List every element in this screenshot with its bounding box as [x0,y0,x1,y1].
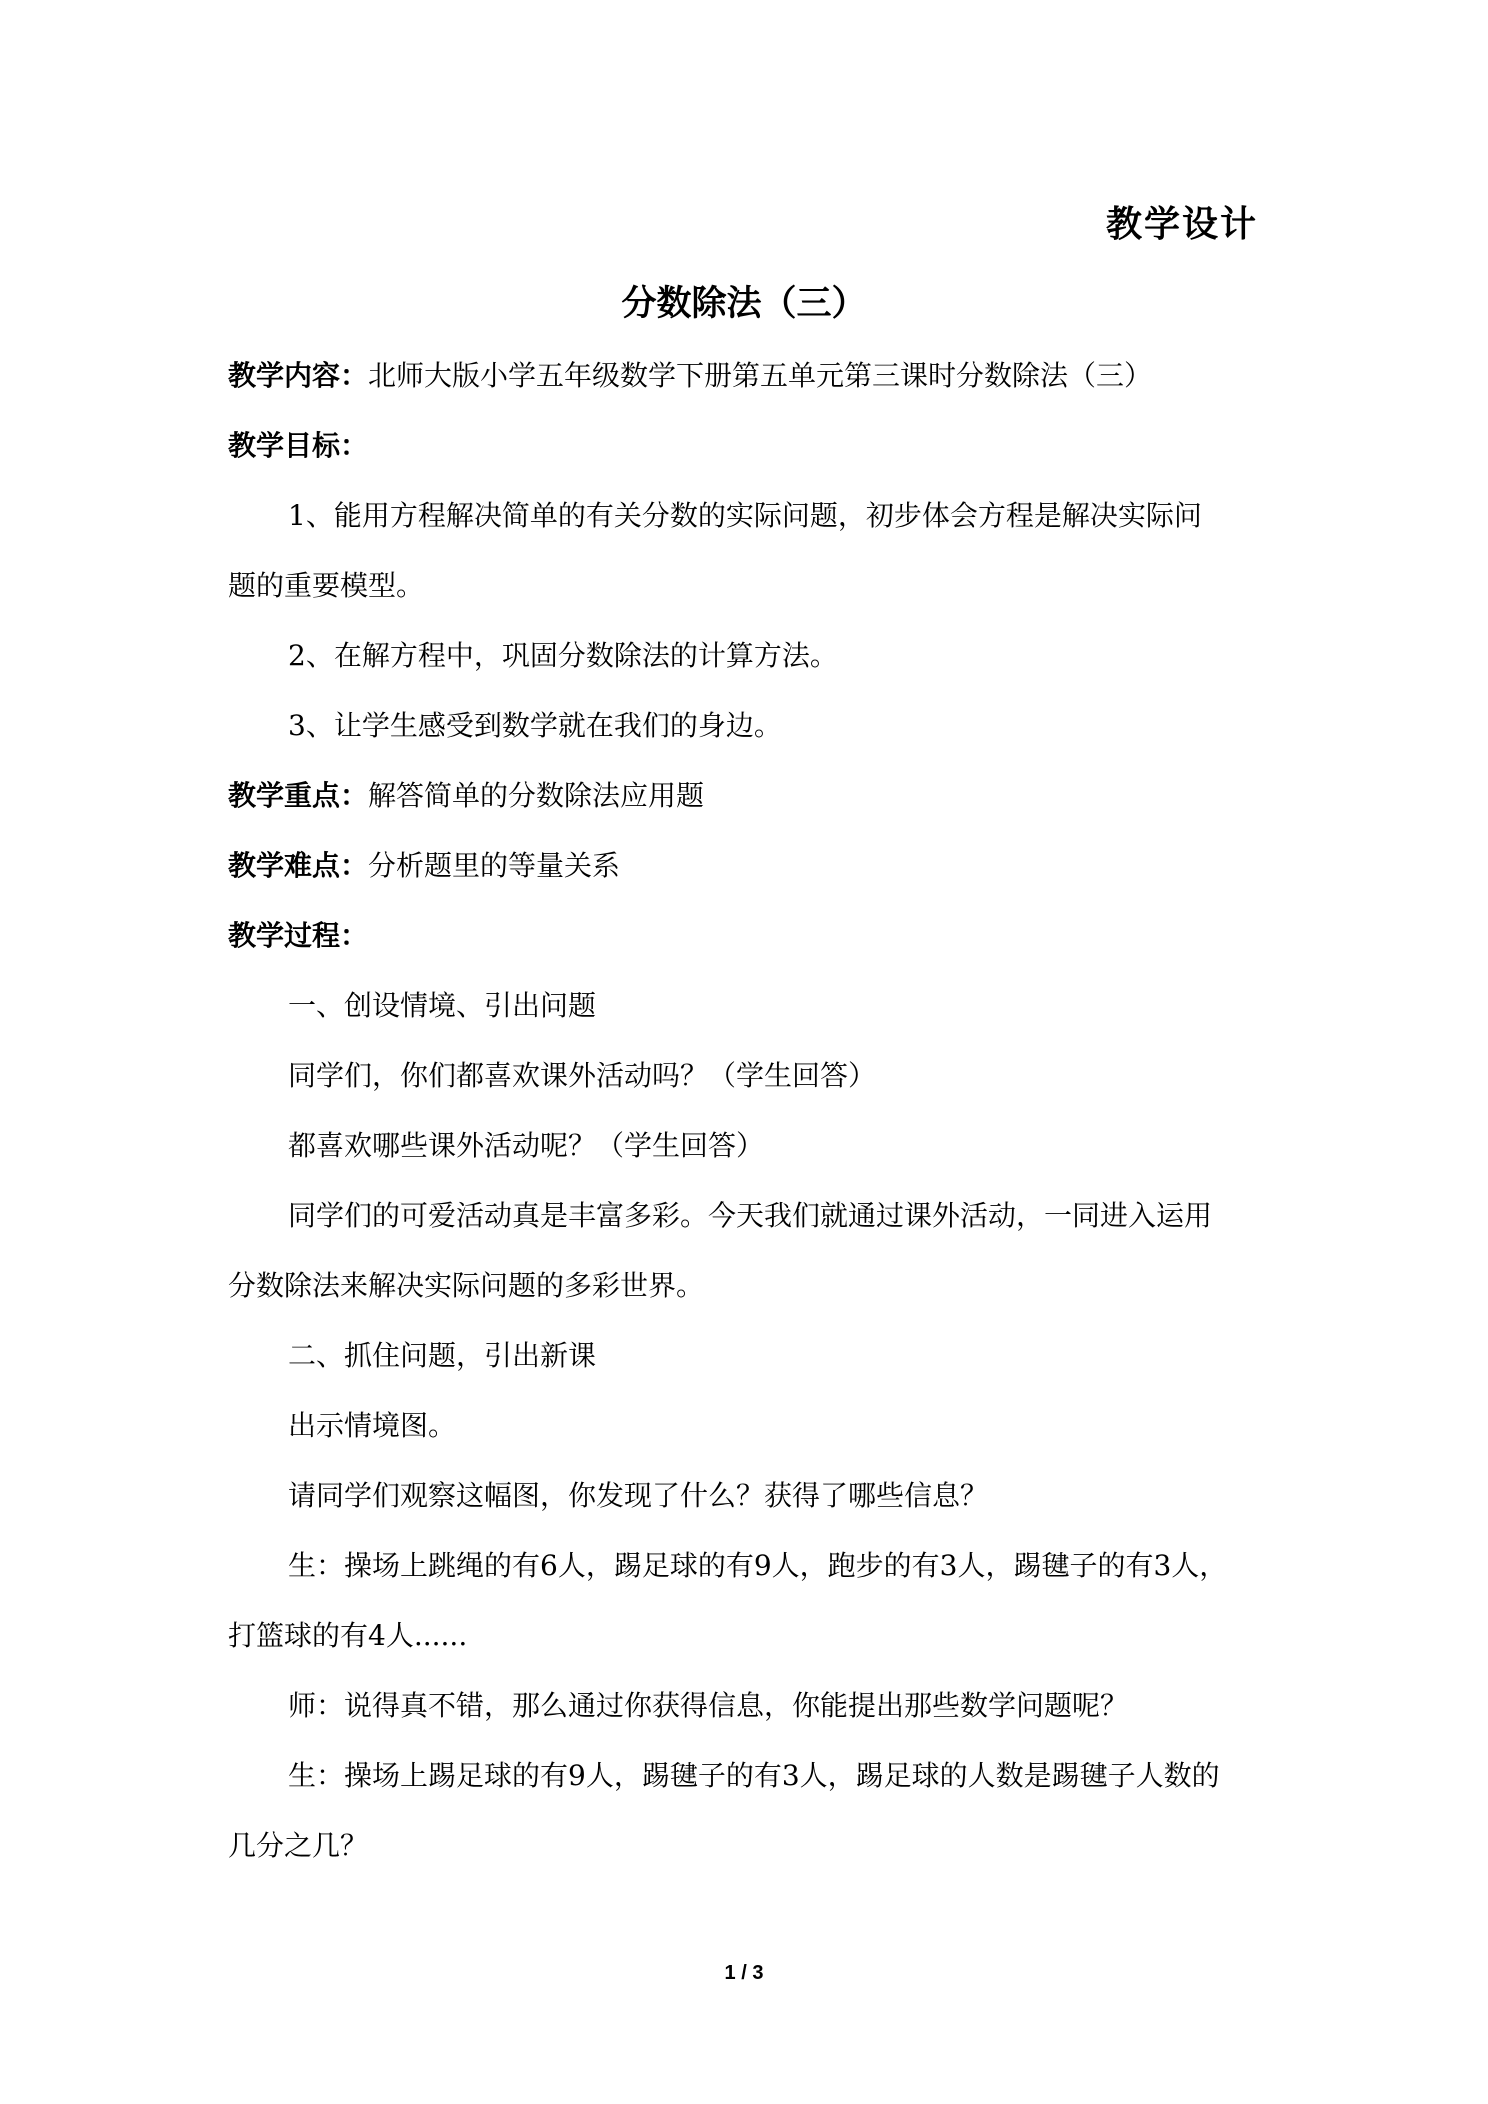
document-title: 教学设计 [1105,204,1258,245]
paragraph: 生：操场上踢足球的有9人，踢毽子的有3人，踢足球的人数是踢毽子人数的 [288,1759,1220,1792]
goal-item-1-cont: 题的重要模型。 [228,569,425,602]
teaching-content-label: 教学内容： [228,359,369,392]
process-label: 教学过程： [228,919,369,952]
paragraph: 都喜欢哪些课外活动呢？（学生回答） [288,1129,765,1162]
paragraph: 出示情境图。 [288,1409,457,1442]
section-1-heading: 一、创设情境、引出问题 [288,989,597,1022]
paragraph: 请同学们观察这幅图，你发现了什么？获得了哪些信息？ [288,1479,989,1512]
difficulty-label: 教学难点： [228,849,369,882]
teaching-content-text: 北师大版小学五年级数学下册第五单元第三课时分数除法（三） [368,359,1153,392]
process-heading [228,912,1262,982]
difficulty [228,842,1262,912]
teaching-goals-heading [228,422,1262,492]
teaching-content [228,352,1262,422]
key-point [228,772,1262,842]
teaching-goals-label: 教学目标： [228,429,369,462]
paragraph: 生：操场上跳绳的有6人，踢足球的有9人，跑步的有3人，踢毽子的有3人， [288,1549,1228,1582]
paragraph: 师：说得真不错，那么通过你获得信息，你能提出那些数学问题呢？ [288,1689,1129,1722]
paragraph-cont: 分数除法来解决实际问题的多彩世界。 [228,1269,705,1302]
key-point-label: 教学重点： [228,779,369,812]
difficulty-text: 分析题里的等量关系 [368,849,621,882]
paragraph: 同学们，你们都喜欢课外活动吗？（学生回答） [288,1059,877,1092]
goal-item-2: 2、在解方程中，巩固分数除法的计算方法。 [288,639,838,672]
paragraph-cont: 打篮球的有4人...... [228,1619,468,1652]
key-point-text: 解答简单的分数除法应用题 [368,779,705,812]
goal-item-3: 3、让学生感受到数学就在我们的身边。 [288,709,782,742]
document-body [228,352,1262,1892]
page-number: 1 / 3 [724,1962,764,1984]
paragraph-cont: 几分之几？ [228,1829,369,1862]
lesson-title: 分数除法（三） [621,284,867,324]
section-2-heading: 二、抓住问题，引出新课 [288,1339,597,1372]
goal-item-1: 1、能用方程解决简单的有关分数的实际问题，初步体会方程是解决实际问 [288,499,1202,532]
paragraph: 同学们的可爱活动真是丰富多彩。今天我们就通过课外活动，一同进入运用 [288,1199,1213,1232]
